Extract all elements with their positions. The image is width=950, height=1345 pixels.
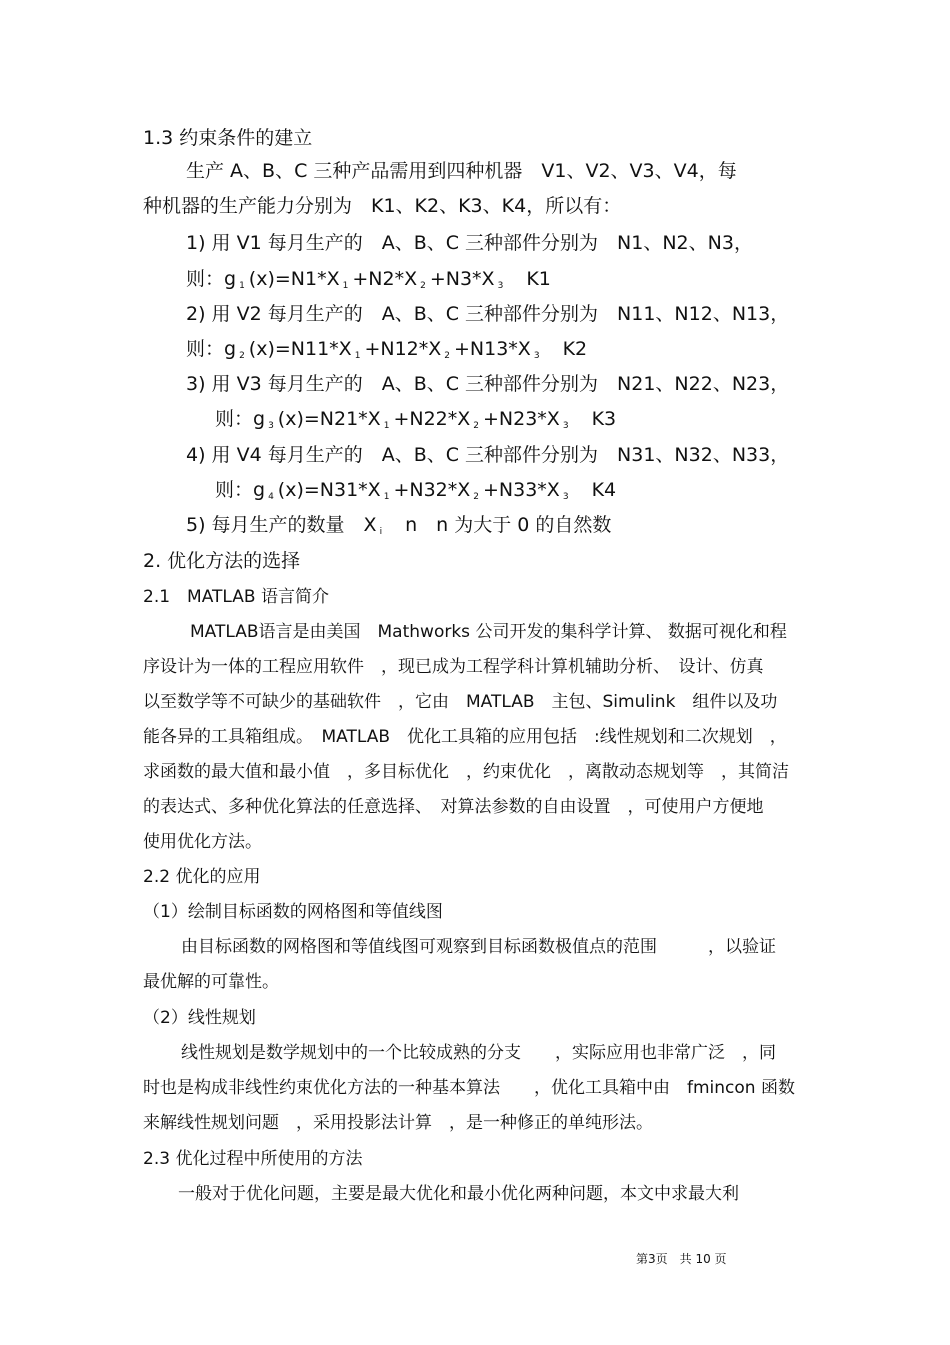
lp-para-line-2: 时也是构成非线性约束优化方法的一种基本算法 ，优化工具箱中由 fmincon 函数 <box>143 1078 795 1098</box>
last-para-line-1: 一般对于优化问题，主要是最大优化和最小优化两种问题，本文中求最大利 <box>178 1184 739 1204</box>
constraint-1-formula: 则：g $_1$ (x)=N1*X $_1$ +N2*X $_2$ +N3*X $_3$ K1 <box>186 268 551 291</box>
mesh-para-line-2: 最优解的可靠性。 <box>143 972 279 992</box>
lp-para-line-3: 来解线性规划问题 ，采用投影法计算 ，是一种修正的单纯形法。 <box>143 1113 653 1133</box>
constraint-4-desc: 4) 用 V4 每月生产的 A、B、C 三种部件分别为 N31、N32、N33， <box>186 444 790 466</box>
page-footer: 第3页 共 10 页 <box>636 1252 727 1266</box>
matlab-para-line-7: 使用优化方法。 <box>143 832 262 852</box>
subheading-2: （2）线性规划 <box>143 1008 256 1028</box>
intro-line-2: 种机器的生产能力分别为 K1、K2、K3、K4，所以有： <box>143 195 622 217</box>
constraint-2-formula: 则：g $_2$ (x)=N11*X $_1$ +N12*X $_2$ +N13*X $_3$ K2 <box>186 338 588 361</box>
section-heading-2-1: 2.1 MATLAB 语言简介 <box>143 587 329 607</box>
lp-para-line-1: 线性规划是数学规划中的一个比较成熟的分支 ，实际应用也非常广泛 ，同 <box>181 1043 776 1063</box>
intro-line-1: 生产 A、B、C 三种产品需用到四种机器 V1、V2、V3、V4，每 <box>186 160 737 182</box>
section-heading-2-2: 2.2 优化的应用 <box>143 867 261 887</box>
section-heading-2-3: 2.3 优化过程中所使用的方法 <box>143 1149 363 1169</box>
section-heading-1-3: 1.3 约束条件的建立 <box>143 127 313 149</box>
constraint-5: 5) 每月生产的数量 X $_i$ n n 为大于 0 的自然数 <box>186 514 612 537</box>
constraint-4-formula: 则：g $_4$ (x)=N31*X $_1$ +N32*X $_2$ +N33*X $_3$ K4 <box>215 479 617 502</box>
matlab-para-line-6: 的表达式、多种优化算法的任意选择、 对算法参数的自由设置 ，可使用户方便地 <box>143 797 764 817</box>
matlab-para-line-4: 能各异的工具箱组成。 MATLAB 优化工具箱的应用包括 :线性规划和二次规划 ， <box>143 727 787 747</box>
constraint-1-desc: 1) 用 V1 每月生产的 A、B、C 三种部件分别为 N1、N2、N3， <box>186 232 753 254</box>
section-heading-2: 2. 优化方法的选择 <box>143 550 301 572</box>
matlab-para-line-5: 求函数的最大值和最小值 ，多目标优化 ，约束优化 ，离散动态规划等 ，其简洁 <box>143 762 789 782</box>
constraint-3-desc: 3) 用 V3 每月生产的 A、B、C 三种部件分别为 N21、N22、N23， <box>186 373 790 395</box>
constraint-2-desc: 2) 用 V2 每月生产的 A、B、C 三种部件分别为 N11、N12、N13， <box>186 303 790 325</box>
subheading-1: （1）绘制目标函数的网格图和等值线图 <box>143 902 443 922</box>
matlab-para-line-1: MATLAB语言是由美国 Mathworks 公司开发的集科学计算、 数据可视化和程 <box>190 622 787 642</box>
matlab-para-line-3: 以至数学等不可缺少的基础软件 ，它由 MATLAB 主包、Simulink 组件以及功 <box>143 692 778 712</box>
matlab-para-line-2: 序设计为一体的工程应用软件 ，现已成为工程学科计算机辅助分析、 设计、仿真 <box>143 657 764 677</box>
mesh-para-line-1: 由目标函数的网格图和等值线图可观察到目标函数极值点的范围 ，以验证 <box>181 937 776 957</box>
constraint-3-formula: 则：g $_3$ (x)=N21*X $_1$ +N22*X $_2$ +N23*X $_3$ K3 <box>215 408 617 431</box>
